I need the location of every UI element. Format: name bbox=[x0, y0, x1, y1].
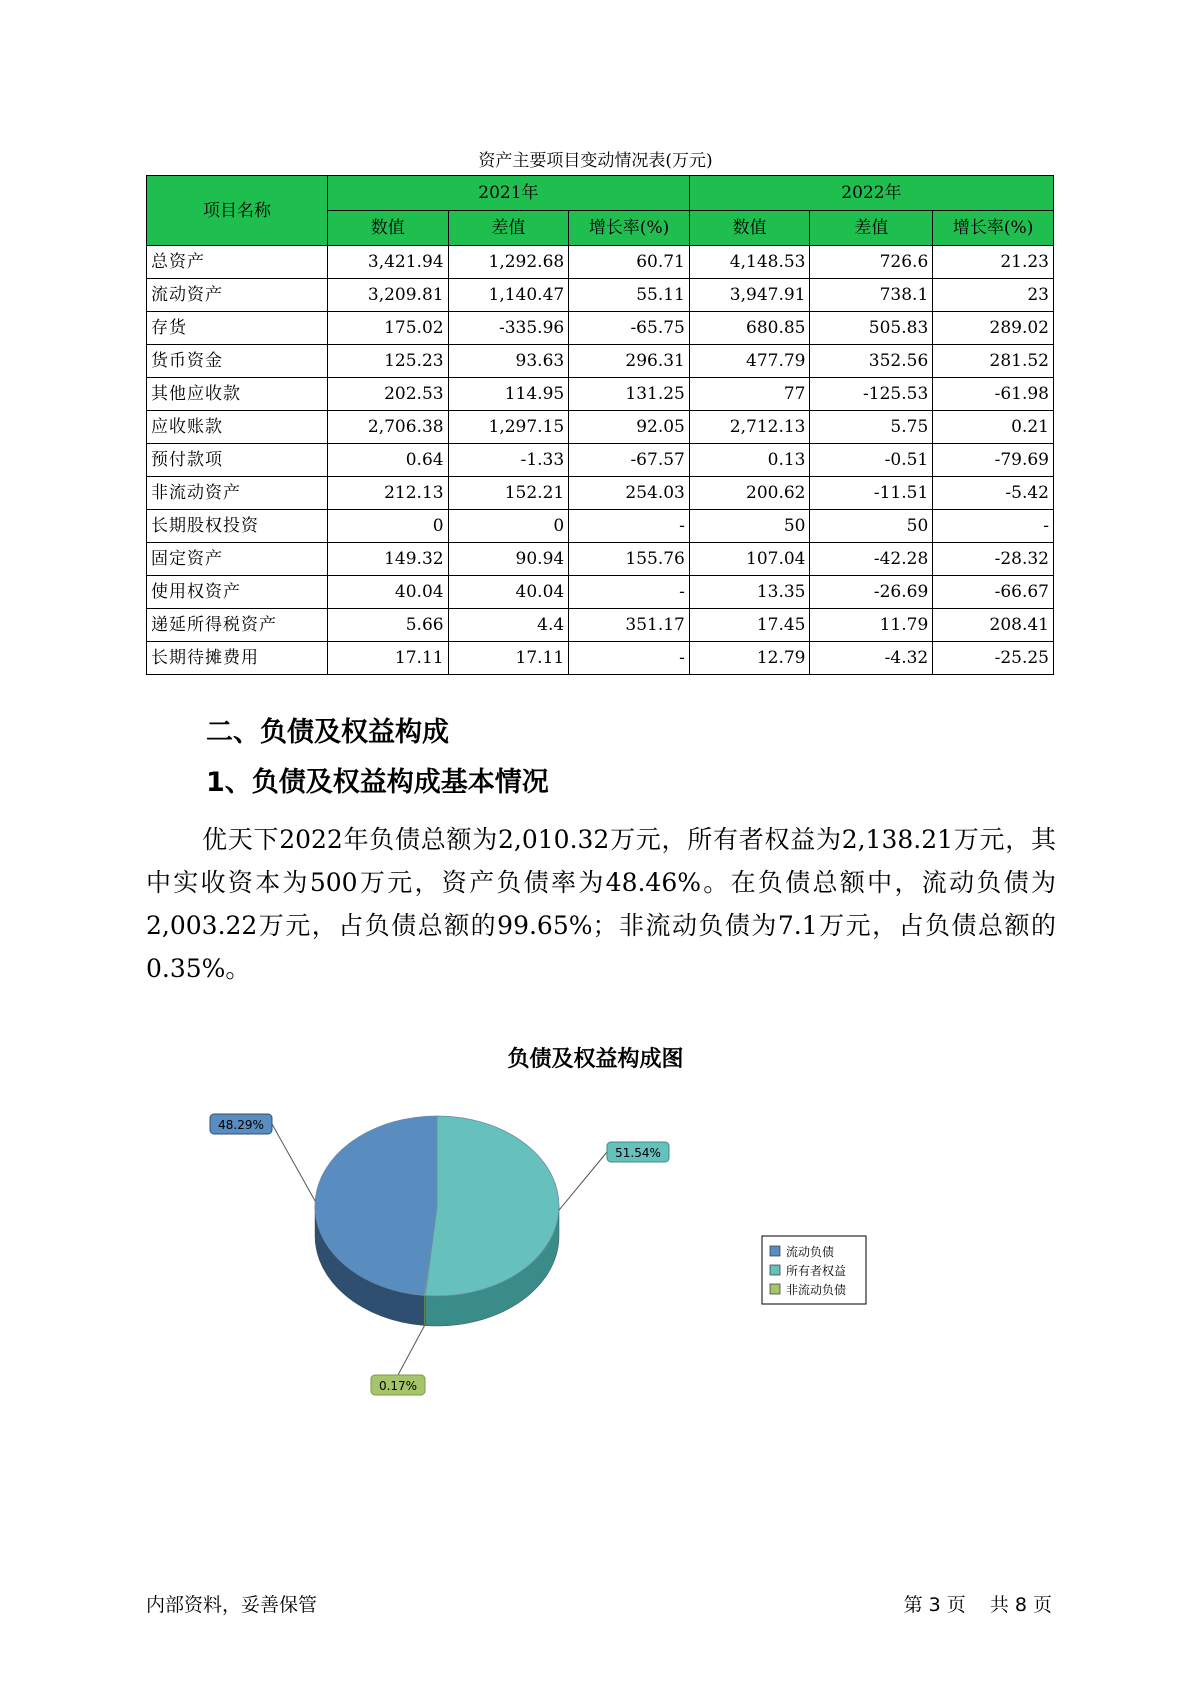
header-growth-2022: 增长率(%) bbox=[933, 211, 1054, 246]
row-cell: 77 bbox=[689, 378, 810, 411]
section-heading: 二、负债及权益构成 bbox=[206, 717, 449, 748]
row-cell: 0 bbox=[448, 510, 569, 543]
row-item-name: 应收账款 bbox=[147, 411, 328, 444]
row-cell: -42.28 bbox=[810, 543, 933, 576]
row-cell: 296.31 bbox=[569, 345, 690, 378]
row-item-name: 总资产 bbox=[147, 246, 328, 279]
legend-label: 非流动负债 bbox=[786, 1283, 847, 1297]
page-prefix: 第 bbox=[903, 1594, 923, 1616]
row-cell: 726.6 bbox=[810, 246, 933, 279]
row-cell: 212.13 bbox=[327, 477, 448, 510]
row-cell: 175.02 bbox=[327, 312, 448, 345]
total-unit: 页 bbox=[1032, 1594, 1052, 1616]
row-cell: - bbox=[569, 510, 690, 543]
row-cell: 13.35 bbox=[689, 576, 810, 609]
row-cell: 17.45 bbox=[689, 609, 810, 642]
legend-label: 流动负债 bbox=[786, 1245, 835, 1259]
row-cell: 1,292.68 bbox=[448, 246, 569, 279]
legend-label: 所有者权益 bbox=[786, 1264, 847, 1278]
row-cell: 505.83 bbox=[810, 312, 933, 345]
row-cell: 0.21 bbox=[933, 411, 1054, 444]
row-cell: 0 bbox=[327, 510, 448, 543]
total-prefix: 共 bbox=[989, 1594, 1009, 1616]
row-cell: -125.53 bbox=[810, 378, 933, 411]
row-cell: 21.23 bbox=[933, 246, 1054, 279]
row-item-name: 固定资产 bbox=[147, 543, 328, 576]
row-cell: 11.79 bbox=[810, 609, 933, 642]
row-item-name: 流动资产 bbox=[147, 279, 328, 312]
row-cell: 254.03 bbox=[569, 477, 690, 510]
row-cell: 3,421.94 bbox=[327, 246, 448, 279]
row-cell: -26.69 bbox=[810, 576, 933, 609]
row-cell: -25.25 bbox=[933, 642, 1054, 675]
page-num: 3 bbox=[928, 1594, 941, 1616]
row-cell: 107.04 bbox=[689, 543, 810, 576]
row-item-name: 货币资金 bbox=[147, 345, 328, 378]
row-cell: 0.64 bbox=[327, 444, 448, 477]
row-cell: 131.25 bbox=[569, 378, 690, 411]
row-item-name: 长期股权投资 bbox=[147, 510, 328, 543]
footer-page-number bbox=[901, 1590, 1055, 1617]
row-cell: 12.79 bbox=[689, 642, 810, 675]
row-item-name: 预付款项 bbox=[147, 444, 328, 477]
summary-paragraph: 优天下2022年负债总额为2,010.32万元，所有者权益为2,138.21万元，其中实收资本为500万元，资产负债率为48.46%。在负债总额中，流动负债为2,003.22万元，占负债总额的99.65%；非流动负债为7.1万元，占负债总额的0.35%。 bbox=[146, 825, 1056, 983]
header-growth-2021: 增长率(%) bbox=[569, 211, 690, 246]
row-cell: -11.51 bbox=[810, 477, 933, 510]
row-item-name: 其他应收款 bbox=[147, 378, 328, 411]
pie-leader-2 bbox=[398, 1326, 425, 1375]
row-cell: 40.04 bbox=[327, 576, 448, 609]
row-cell: 40.04 bbox=[448, 576, 569, 609]
header-year-2022: 2022年 bbox=[689, 176, 1053, 211]
row-cell: 0.13 bbox=[689, 444, 810, 477]
subsection-heading: 1、负债及权益构成基本情况 bbox=[206, 767, 549, 798]
row-cell: -67.57 bbox=[569, 444, 690, 477]
pie-leader-0 bbox=[272, 1124, 315, 1201]
row-cell: 351.17 bbox=[569, 609, 690, 642]
legend-swatch bbox=[770, 1284, 780, 1294]
row-item-name: 长期待摊费用 bbox=[147, 642, 328, 675]
footer-confidential-note: 内部资料，妥善保管 bbox=[146, 1594, 318, 1616]
row-item-name: 使用权资产 bbox=[147, 576, 328, 609]
row-cell: 93.63 bbox=[448, 345, 569, 378]
row-cell: 114.95 bbox=[448, 378, 569, 411]
row-cell: 477.79 bbox=[689, 345, 810, 378]
row-cell: 2,712.13 bbox=[689, 411, 810, 444]
row-cell: -5.42 bbox=[933, 477, 1054, 510]
header-diff-2022: 差值 bbox=[810, 211, 933, 246]
pie-data-label-0: 48.29% bbox=[218, 1118, 264, 1132]
row-cell: -335.96 bbox=[448, 312, 569, 345]
row-cell: 90.94 bbox=[448, 543, 569, 576]
row-cell: 5.66 bbox=[327, 609, 448, 642]
row-cell: 55.11 bbox=[569, 279, 690, 312]
chart-title: 负债及权益构成图 bbox=[507, 1047, 684, 1072]
row-cell: 155.76 bbox=[569, 543, 690, 576]
row-cell: -65.75 bbox=[569, 312, 690, 345]
row-cell: 60.71 bbox=[569, 246, 690, 279]
row-cell: -79.69 bbox=[933, 444, 1054, 477]
page-unit: 页 bbox=[946, 1594, 966, 1616]
header-item-name: 项目名称 bbox=[147, 176, 328, 246]
row-cell: 738.1 bbox=[810, 279, 933, 312]
legend-swatch bbox=[770, 1246, 780, 1256]
row-cell: - bbox=[569, 576, 690, 609]
pie-leader-1 bbox=[559, 1152, 607, 1210]
row-cell: -0.51 bbox=[810, 444, 933, 477]
row-cell: -1.33 bbox=[448, 444, 569, 477]
row-cell: -4.32 bbox=[810, 642, 933, 675]
row-cell: 1,297.15 bbox=[448, 411, 569, 444]
row-cell: 17.11 bbox=[448, 642, 569, 675]
row-cell: 17.11 bbox=[327, 642, 448, 675]
row-cell: 152.21 bbox=[448, 477, 569, 510]
row-cell: 125.23 bbox=[327, 345, 448, 378]
row-cell: -28.32 bbox=[933, 543, 1054, 576]
row-cell: 352.56 bbox=[810, 345, 933, 378]
row-cell: 92.05 bbox=[569, 411, 690, 444]
row-cell: 3,947.91 bbox=[689, 279, 810, 312]
row-cell: 680.85 bbox=[689, 312, 810, 345]
row-cell: -61.98 bbox=[933, 378, 1054, 411]
row-cell: 200.62 bbox=[689, 477, 810, 510]
header-year-2021: 2021年 bbox=[327, 176, 689, 211]
row-cell: 2,706.38 bbox=[327, 411, 448, 444]
legend-swatch bbox=[770, 1265, 780, 1275]
header-value-2022: 数值 bbox=[689, 211, 810, 246]
total-num: 8 bbox=[1014, 1594, 1027, 1616]
row-cell: - bbox=[933, 510, 1054, 543]
row-item-name: 存货 bbox=[147, 312, 328, 345]
row-cell: - bbox=[569, 642, 690, 675]
row-cell: 1,140.47 bbox=[448, 279, 569, 312]
row-cell: 23 bbox=[933, 279, 1054, 312]
header-value-2021: 数值 bbox=[327, 211, 448, 246]
pie-data-label-1: 51.54% bbox=[615, 1146, 661, 1160]
row-cell: 50 bbox=[689, 510, 810, 543]
row-cell: -66.67 bbox=[933, 576, 1054, 609]
row-item-name: 非流动资产 bbox=[147, 477, 328, 510]
row-cell: 289.02 bbox=[933, 312, 1054, 345]
row-cell: 202.53 bbox=[327, 378, 448, 411]
header-diff-2021: 差值 bbox=[448, 211, 569, 246]
pie-data-label-2: 0.17% bbox=[378, 1379, 418, 1393]
row-cell: 50 bbox=[810, 510, 933, 543]
row-cell: 149.32 bbox=[327, 543, 448, 576]
row-cell: 4.4 bbox=[448, 609, 569, 642]
row-item-name: 递延所得税资产 bbox=[147, 609, 328, 642]
row-cell: 208.41 bbox=[933, 609, 1054, 642]
row-cell: 4,148.53 bbox=[689, 246, 810, 279]
row-cell: 3,209.81 bbox=[327, 279, 448, 312]
row-cell: 281.52 bbox=[933, 345, 1054, 378]
table-caption: 资产主要项目变动情况表(万元) bbox=[478, 151, 713, 171]
row-cell: 5.75 bbox=[810, 411, 933, 444]
